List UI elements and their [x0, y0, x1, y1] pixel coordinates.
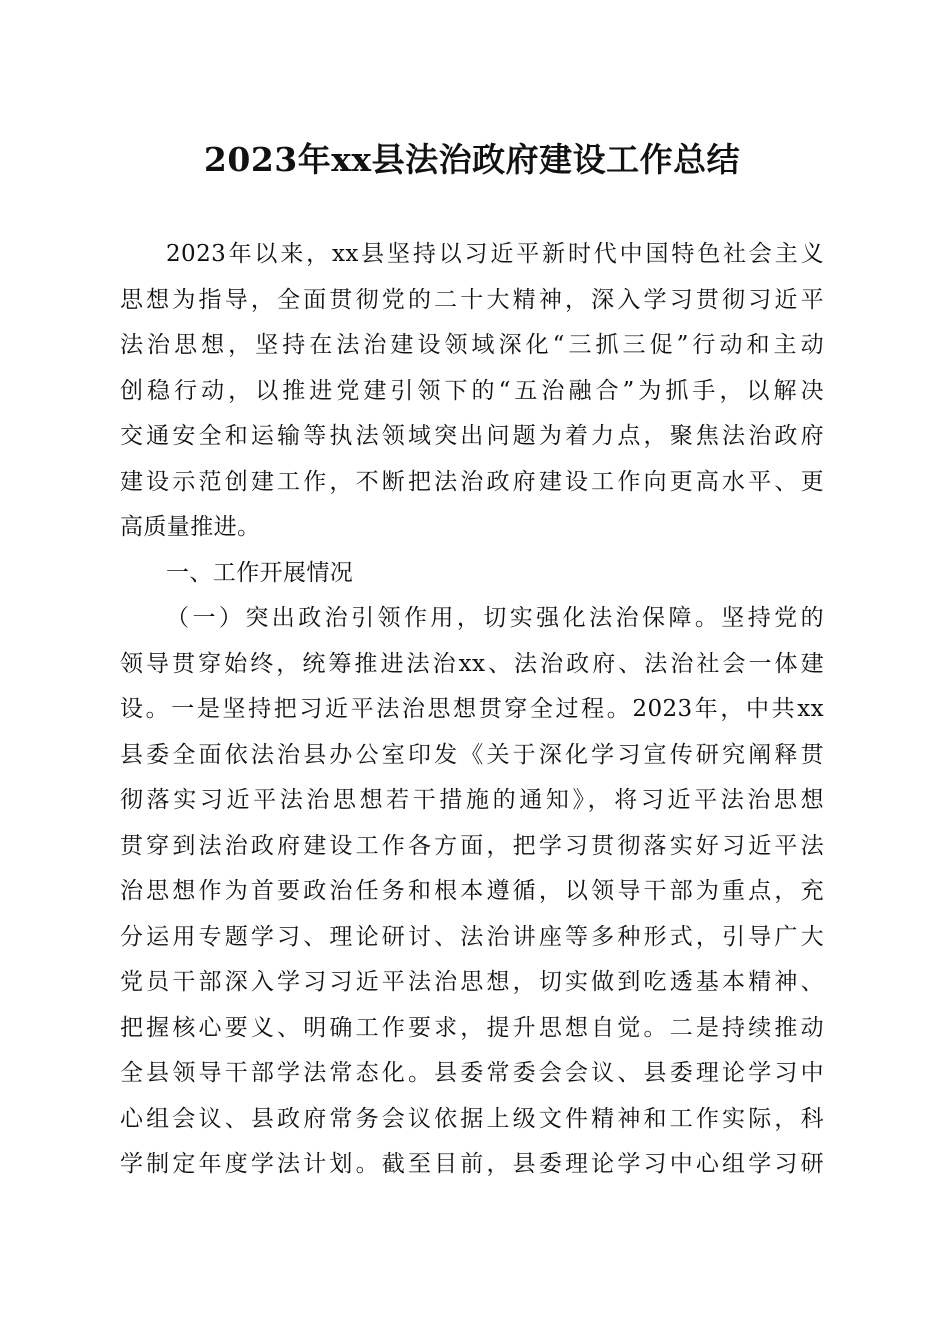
section-line: 领导贯穿始终，统筹推进法治xx、法治政府、法治社会一体建 [120, 650, 824, 677]
intro-paragraph [120, 232, 824, 551]
section-line: 彻落实习近平法治思想若干措施的通知》，将习近平法治思想 [120, 787, 824, 813]
section-line: 贯穿到法治政府建设工作各方面，把学习贯彻落实好习近平法 [120, 832, 824, 859]
document-title: 2023年xx县法治政府建设工作总结 [203, 140, 741, 179]
section-line: 设。一是坚持把习近平法治思想贯穿全过程。2023年，中共xx [120, 696, 824, 722]
intro-line: 创稳行动，以推进党建引领下的“五治融合”为抓手，以解决 [120, 377, 824, 404]
section-heading: 一、工作开展情况 [166, 559, 354, 586]
section-line: 县委全面依法治县办公室印发《关于深化学习宣传研究阐释贯 [120, 741, 824, 768]
intro-line: 高质量推进。 [120, 514, 261, 540]
section-line: 治思想作为首要政治任务和根本遵循，以领导干部为重点，充 [120, 878, 824, 904]
intro-line: 交通安全和运输等执法领域突出问题为着力点，聚焦法治政府 [120, 423, 824, 449]
intro-line: 思想为指导，全面贯彻党的二十大精神，深入学习贯彻习近平 [120, 286, 824, 313]
section-line: 学制定年度学法计划。截至目前，县委理论学习中心组学习研 [120, 1151, 824, 1177]
intro-line: 法治思想，坚持在法治建设领域深化“三抓三促”行动和主动 [120, 332, 824, 358]
document-body [120, 232, 824, 1188]
intro-line: 2023年以来，xx县坚持以习近平新时代中国特色社会主义 [166, 241, 824, 267]
section-line: 全县领导干部学法常态化。县委常委会会议、县委理论学习中 [120, 1060, 824, 1086]
section-line: 党员干部深入学习习近平法治思想，切实做到吃透基本精神、 [120, 969, 824, 995]
section-line: 把握核心要义、明确工作要求，提升思想自觉。二是持续推动 [120, 1014, 824, 1041]
section-line: 分运用专题学习、理论研讨、法治讲座等多种形式，引导广大 [120, 923, 824, 950]
section-line: 心组会议、县政府常务会议依据上级文件精神和工作实际，科 [120, 1105, 824, 1132]
section-paragraph [120, 596, 824, 1188]
section-line: （一）突出政治引领作用，切实强化法治保障。坚持党的 [166, 605, 824, 631]
intro-line: 建设示范创建工作，不断把法治政府建设工作向更高水平、更 [120, 468, 824, 495]
